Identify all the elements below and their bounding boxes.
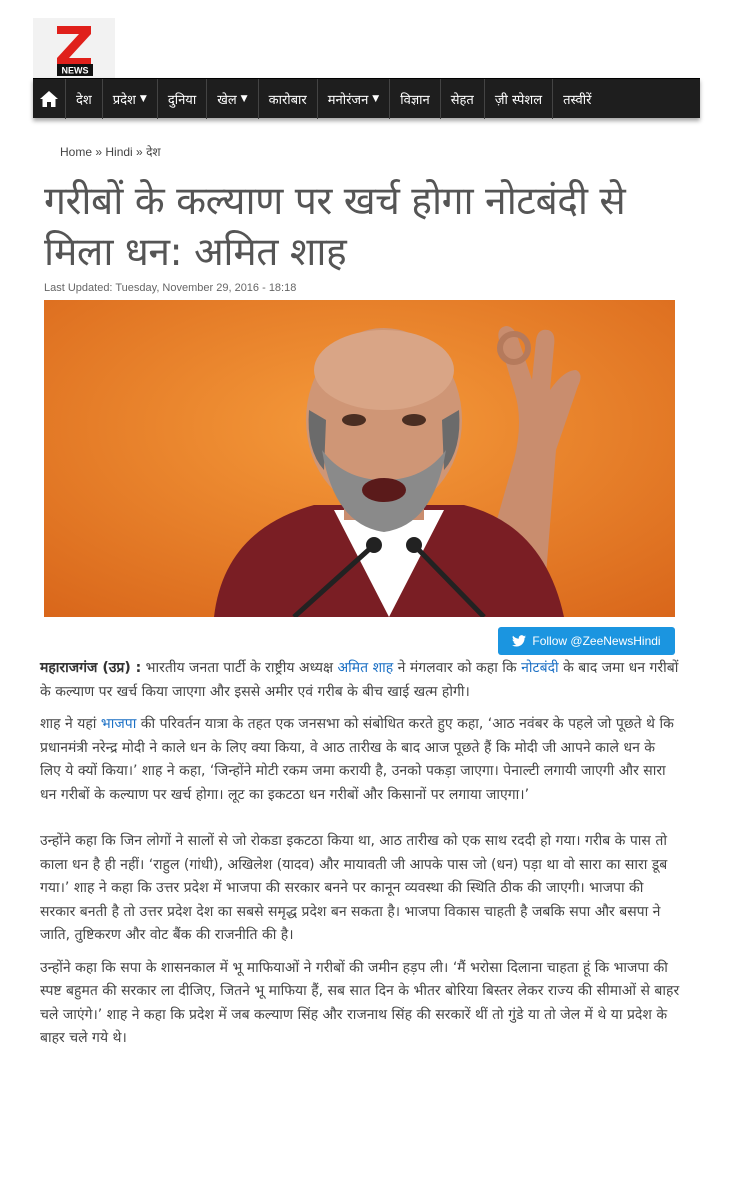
- paragraph-text: की परिवर्तन यात्रा के तहत एक जनसभा को संबोधित करते हुए कहा, ‘आठ नवंबर के पहले जो पूछते थे कि प्रधानमंत्री नरेन्द्र मोदी ने काले धन के लिए क्या किया, वे आठ तारीख के बाद आज पूछते हैं कि मोदी जी आपने काले धन के लिए ये क्यों किया।’ शाह ने कहा, ‘जिन्होंने मोटी रकम जमा करायी है, उनको पकड़ा जाएगा। पेनाल्टी लगायी जाएगी और सारा धन गरीबों के कल्याण पर खर्च होगा। लूट का इकटठा धन गरीबों और किसानों पर लगाया जाएगा।’: [40, 716, 674, 803]
- link-amit-shah[interactable]: अमित शाह: [337, 660, 394, 676]
- zee-news-logo[interactable]: [33, 18, 115, 78]
- paragraph-text: ने मंगलवार को कहा कि: [393, 660, 522, 676]
- paragraph-text: के बाद जमा धन गरीबों के कल्याण पर खर्च किया जाएगा और इससे अमीर एवं गरीब के बीच खाई खत्म होगी।: [40, 660, 679, 700]
- home-button[interactable]: [33, 79, 65, 119]
- paragraph-text: भारतीय जनता पार्टी के राष्ट्रीय अध्यक्ष: [141, 660, 338, 676]
- nav-item-vigyan[interactable]: [389, 79, 440, 119]
- chevron-down-icon: ▼: [139, 93, 147, 104]
- nav-label: तस्वीरें: [563, 92, 592, 108]
- follow-label: Follow @ZeeNewsHindi: [532, 634, 661, 648]
- nav-item-pradesh[interactable]: [102, 79, 157, 119]
- paragraph: [40, 713, 680, 807]
- chevron-down-icon: ▼: [240, 93, 248, 104]
- link-bhajpa[interactable]: भाजपा: [100, 716, 137, 732]
- dateline: महाराजगंज (उप्र) :: [40, 660, 142, 676]
- nav-label: विज्ञान: [400, 92, 430, 108]
- brand-name: NEWS: [61, 65, 89, 76]
- breadcrumb-desh[interactable]: देश: [146, 145, 161, 159]
- nav-label: प्रदेश: [112, 92, 136, 108]
- link-notebandi[interactable]: नोटबंदी: [521, 660, 559, 676]
- breadcrumb-separator: »: [132, 145, 147, 159]
- breadcrumb-hindi[interactable]: Hindi: [105, 145, 133, 159]
- breadcrumb-home[interactable]: Home: [60, 145, 93, 159]
- paragraph-text: शाह ने यहां: [40, 716, 101, 732]
- last-updated: Last Updated: Tuesday, November 29, 2016 - 18:18: [44, 282, 297, 294]
- article-body: [40, 657, 680, 1060]
- spacer: [40, 816, 680, 830]
- twitter-follow-button[interactable]: [498, 627, 675, 655]
- breadcrumb: [60, 143, 161, 160]
- nav-item-khel[interactable]: [206, 79, 257, 119]
- nav-label: सेहत: [450, 92, 474, 108]
- main-nav: [33, 78, 700, 118]
- nav-label: खेल: [217, 92, 237, 108]
- paragraph: [40, 657, 680, 704]
- nav-label: देश: [76, 92, 92, 108]
- zee-logo-icon: [33, 18, 115, 78]
- paragraph: उन्होंने कहा कि सपा के शासनकाल में भू माफियाओं ने गरीबों की जमीन हड़प ली। ‘मैं भरोसा दिलाना चाहता हूं कि भाजपा की स्पष्ट बहुमत की सरकार ला दीजिए, जितने भू माफिया हैं, सब सात दिन के भीतर बोरिया बिस्तर लेकर राज्य की सीमाओं से बाहर चले जाएंगे।’ शाह ने कहा कि प्रदेश में जब कल्याण सिंह और राजनाथ सिंह की सरकारें थीं तो गुंडे या तो जेल में थे या प्रदेश के बाहर चले गये थे।: [40, 959, 680, 1046]
- article-hero-image: [44, 300, 675, 617]
- home-icon: [39, 90, 59, 108]
- chevron-down-icon: ▼: [372, 93, 380, 104]
- nav-item-tasveeren[interactable]: [552, 79, 601, 119]
- nav-item-karobar[interactable]: [258, 79, 317, 119]
- nav-label: ज़ी स्पेशल: [494, 92, 543, 108]
- nav-item-sehat[interactable]: [440, 79, 484, 119]
- nav-item-manoranjan[interactable]: [317, 79, 389, 119]
- article-headline: गरीबों के कल्याण पर खर्च होगा नोटबंदी से मिला धन: अमित शाह: [44, 179, 626, 275]
- paragraph: उन्होंने कहा कि जिन लोगों ने सालों से जो रोकडा इकटठा किया था, आठ तारीख को एक साथ रददी हो गया। गरीब के पास तो काला धन है ही नहीं। ‘राहुल (गांधी), अखिलेश (यादव) और मायावती जी आपके पास जो (धन) पड़ा था वो सारा का सारा डूब गया।’ शाह ने कहा कि उत्तर प्रदेश में भाजपा की सरकार बनने पर कानून व्यवस्था की स्थिति ठीक की जाएगी। भाजपा की सरकार बनती है तो उत्तर प्रदेश देश का सबसे समृद्ध प्रदेश बन सकता है। भाजपा विकास चाहती है जबकि सपा और बसपा ने जाति, तुष्टिकरण और वोट बैंक की राजनीति की है।: [40, 833, 668, 943]
- nav-label: कारोबार: [268, 92, 307, 108]
- twitter-bird-icon: [512, 635, 526, 647]
- nav-item-duniya[interactable]: [157, 79, 206, 119]
- nav-label: मनोरंजन: [327, 92, 369, 108]
- breadcrumb-separator: »: [92, 145, 106, 159]
- speaker-photo-illustration: [44, 300, 675, 617]
- nav-label: दुनिया: [167, 92, 197, 108]
- nav-item-desh[interactable]: [65, 79, 102, 119]
- nav-item-zee-special[interactable]: [484, 79, 552, 119]
